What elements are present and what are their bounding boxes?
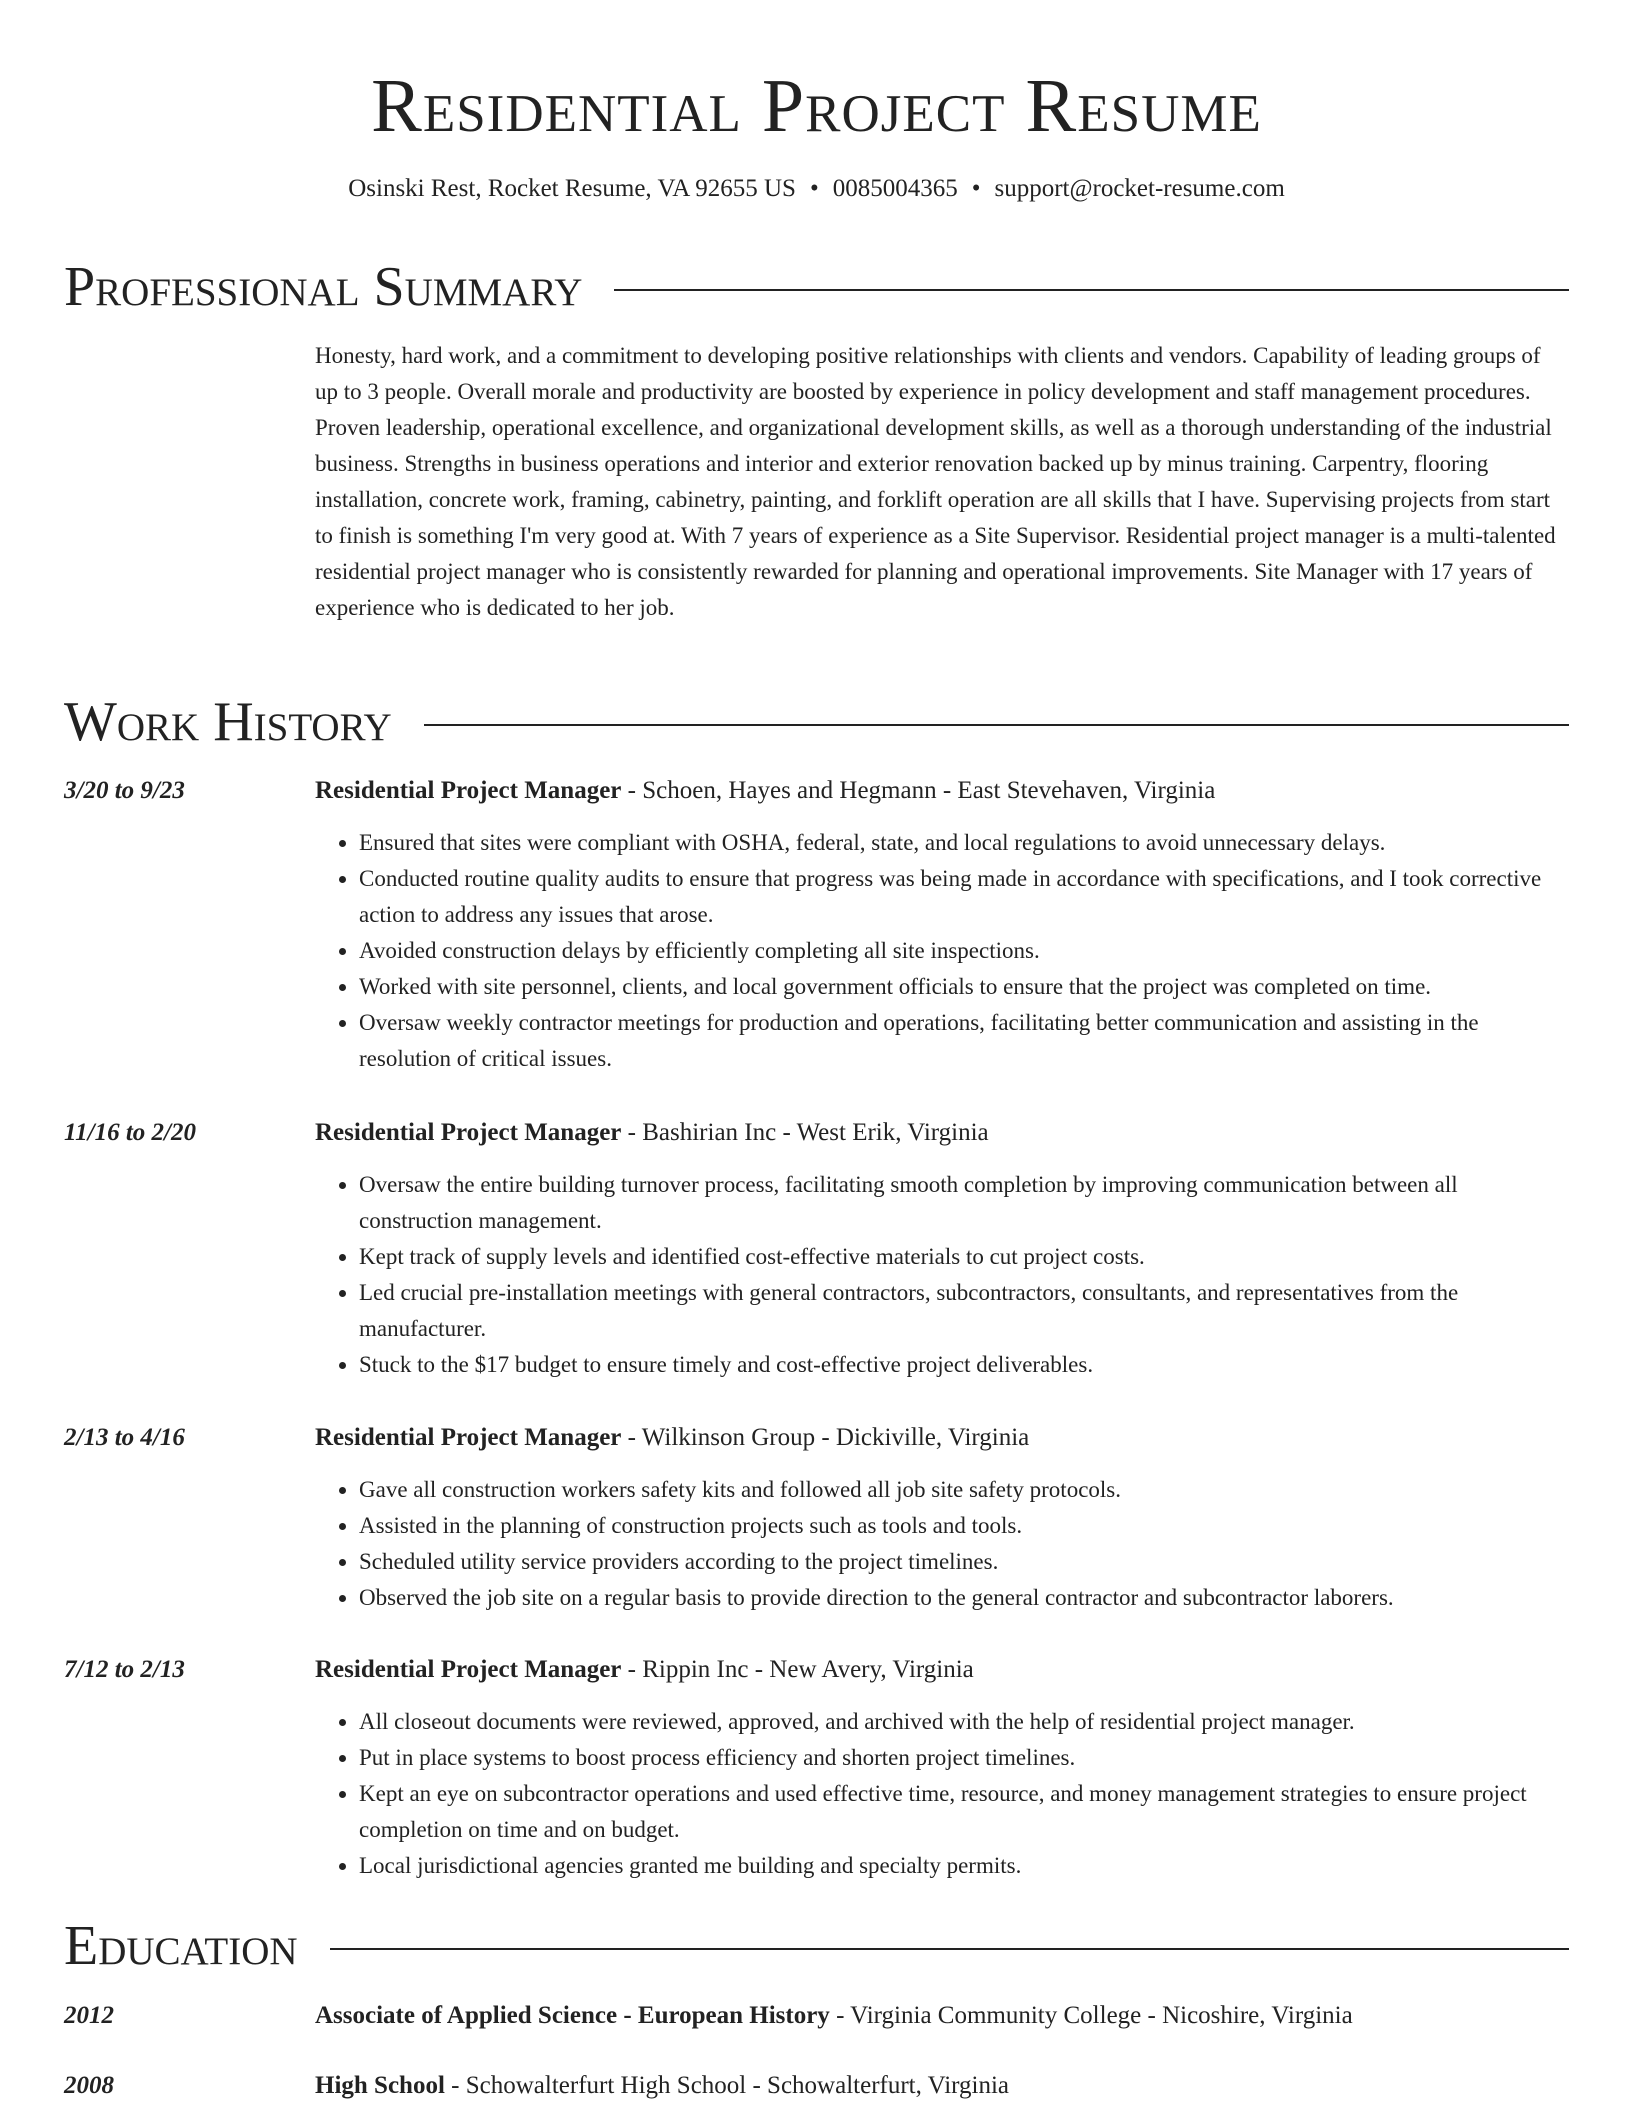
list-item: • Oversaw weekly contractor meetings for production and operations, facilitating better communication and assisting in the resolution of critical issues. bbox=[359, 1005, 1569, 1077]
job-bullets bbox=[315, 1704, 1569, 1884]
list-item: • Worked with site personnel, clients, and local government officials to ensure that the project was completed on time. bbox=[359, 969, 1569, 1005]
summary-section-header bbox=[64, 252, 1569, 322]
education-year: 2012 bbox=[64, 2002, 114, 2029]
job-details: - Bashirian Inc - West Erik, Virginia bbox=[621, 1119, 989, 1146]
job-dates: 2/13 to 4/16 bbox=[64, 1424, 185, 1451]
education-header bbox=[64, 1911, 1569, 1981]
education-details: - Virginia Community College - Nicoshire, Virginia bbox=[829, 2002, 1353, 2029]
job-details: - Schoen, Hayes and Hegmann - East Stevehaven, Virginia bbox=[621, 777, 1216, 804]
resume-name: Residential Project Resume bbox=[371, 64, 1262, 148]
list-item: • Avoided construction delays by efficiently completing all site inspections. bbox=[359, 933, 1569, 969]
list-item: • All closeout documents were reviewed, approved, and archived with the help of residential project manager. bbox=[359, 1704, 1569, 1740]
job-dates: 11/16 to 2/20 bbox=[64, 1119, 196, 1146]
list-item: • Led crucial pre-installation meetings with general contractors, subcontractors, consultants, and representatives from the manufacturer. bbox=[359, 1275, 1569, 1347]
list-item: • Ensured that sites were compliant with OSHA, federal, state, and local regulations to avoid unnecessary delays. bbox=[359, 825, 1569, 861]
list-item: • Observed the job site on a regular basis to provide direction to the general contractor and subcontractor laborers. bbox=[359, 1580, 1569, 1616]
job-bullets bbox=[315, 1472, 1569, 1616]
job-details: - Rippin Inc - New Avery, Virginia bbox=[621, 1656, 974, 1683]
contact-line bbox=[64, 172, 1569, 206]
list-item: • Gave all construction workers safety kits and followed all job site safety protocols. bbox=[359, 1472, 1569, 1508]
section-divider bbox=[330, 1948, 1569, 1950]
job-bullets bbox=[315, 825, 1569, 1077]
separator-dot: • bbox=[809, 175, 819, 202]
education-details: - Schowalterfurt High School - Schowalterfurt, Virginia bbox=[444, 2072, 1010, 2099]
job-title bbox=[315, 773, 1569, 809]
job-role: Residential Project Manager bbox=[315, 777, 622, 804]
job-dates: 3/20 to 9/23 bbox=[64, 777, 185, 804]
job-title bbox=[315, 1115, 1569, 1151]
job-dates: 7/12 to 2/13 bbox=[64, 1656, 185, 1683]
list-item: • Kept an eye on subcontractor operations and used effective time, resource, and money management strategies to ensure project completion on time and on budget. bbox=[359, 1776, 1569, 1848]
list-item: • Conducted routine quality audits to ensure that progress was being made in accordance with specifications, and I took corrective action to address any issues that arose. bbox=[359, 861, 1569, 933]
list-item: • Kept track of supply levels and identified cost-effective materials to cut project costs. bbox=[359, 1239, 1569, 1275]
summary-text: Honesty, hard work, and a commitment to developing positive relationships with clients and vendors. Capability of leading groups of up to 3 people. Overall morale and productivity are boosted by experience in policy development and staff management procedures. Proven leadership, operational excellence, and organizational development skills, as well as a thorough understanding of the industrial business. Strengths in business operations and interior and exterior renovation backed up by minus training. Carpentry, flooring installation, concrete work, framing, cabinetry, painting, and forklift operation are all skills that I have. Supervising projects from start to finish is something I'm very good at. With 7 years of experience as a Site Supervisor. Residential project manager is a multi-talented residential project manager who is consistently rewarded for planning and operational improvements. Site Manager with 17 years of experience who is dedicated to her job. bbox=[315, 343, 1556, 620]
job-role: Residential Project Manager bbox=[315, 1656, 622, 1683]
job-bullets bbox=[315, 1167, 1569, 1383]
education-degree: Associate of Applied Science - European History bbox=[315, 2002, 830, 2029]
list-item: • Scheduled utility service providers according to the project timelines. bbox=[359, 1544, 1569, 1580]
list-item: • Put in place systems to boost process efficiency and shorten project timelines. bbox=[359, 1740, 1569, 1776]
section-divider bbox=[614, 289, 1569, 291]
job-title bbox=[315, 1652, 1569, 1688]
education-title: Education bbox=[64, 1915, 298, 1977]
job-role: Residential Project Manager bbox=[315, 1424, 622, 1451]
work-history-title: Work History bbox=[64, 691, 392, 753]
list-item: • Assisted in the planning of construction projects such as tools and tools. bbox=[359, 1508, 1569, 1544]
list-item: • Local jurisdictional agencies granted me building and specialty permits. bbox=[359, 1848, 1569, 1884]
email: support@rocket-resume.com bbox=[994, 175, 1285, 202]
job-role: Residential Project Manager bbox=[315, 1119, 622, 1146]
work-history-header bbox=[64, 687, 1569, 757]
job-details: - Wilkinson Group - Dickiville, Virginia bbox=[621, 1424, 1030, 1451]
summary-title: Professional Summary bbox=[64, 256, 583, 318]
list-item: • Stuck to the $17 budget to ensure timely and cost-effective project deliverables. bbox=[359, 1347, 1569, 1383]
separator-dot: • bbox=[971, 175, 981, 202]
phone: 0085004365 bbox=[832, 175, 958, 202]
list-item: • Oversaw the entire building turnover process, facilitating smooth completion by improving communication between all construction management. bbox=[359, 1167, 1569, 1239]
address: Osinski Rest, Rocket Resume, VA 92655 US bbox=[348, 175, 796, 202]
job-title bbox=[315, 1420, 1569, 1456]
section-divider bbox=[424, 724, 1569, 726]
education-degree: High School bbox=[315, 2072, 445, 2099]
education-year: 2008 bbox=[64, 2072, 114, 2099]
education-title-line bbox=[315, 1998, 1569, 2034]
education-title-line bbox=[315, 2068, 1569, 2104]
